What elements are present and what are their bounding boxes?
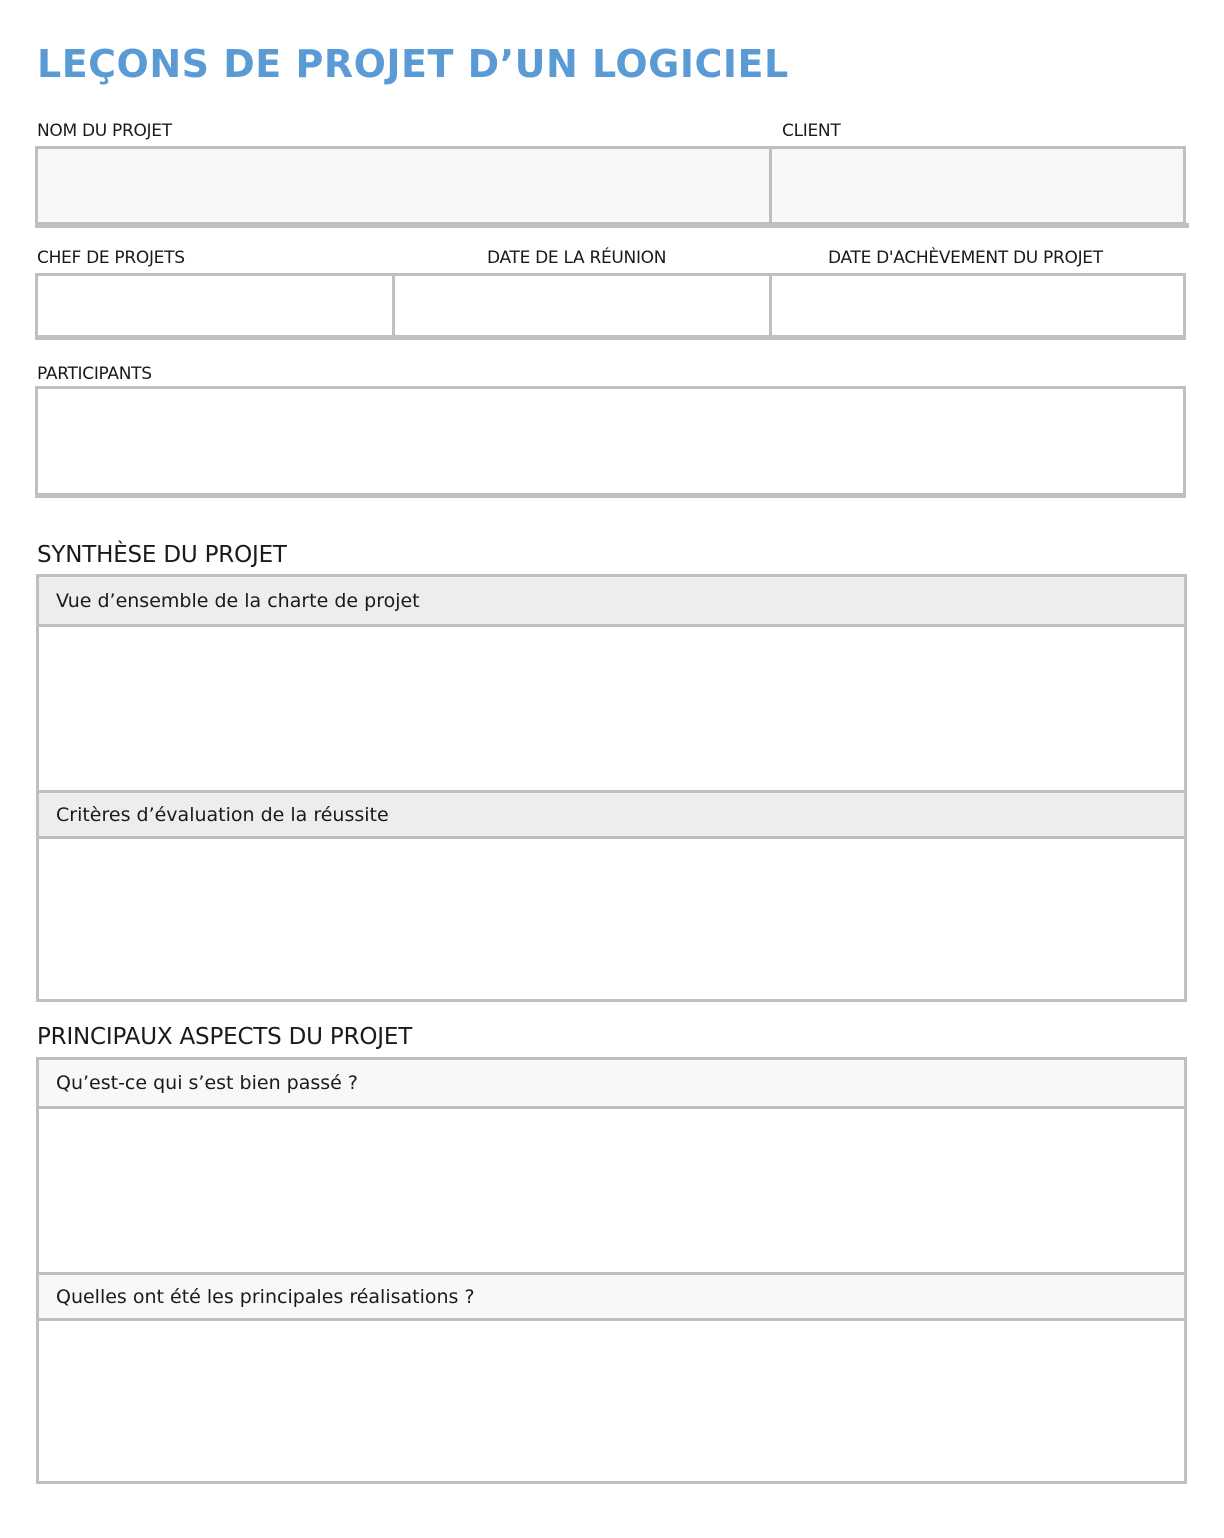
client-label: CLIENT: [782, 121, 841, 141]
key-aspects-panel: [36, 1057, 1187, 1484]
achievements-heading-text: Quelles ont été les principales réalisations ?: [56, 1285, 475, 1308]
charter-overview-field[interactable]: [39, 627, 1184, 790]
charter-overview-heading: [39, 577, 1184, 627]
project-manager-field[interactable]: [35, 273, 396, 340]
project-manager-label: CHEF DE PROJETS: [37, 248, 185, 268]
achievements-heading: [39, 1272, 1184, 1321]
went-well-field[interactable]: [39, 1109, 1184, 1272]
page-title: LEÇONS DE PROJET D’UN LOGICIEL: [37, 42, 789, 86]
went-well-heading: [39, 1060, 1184, 1109]
meeting-date-label: DATE DE LA RÉUNION: [487, 248, 667, 268]
project-name-label: NOM DU PROJET: [37, 121, 172, 141]
project-name-field[interactable]: [35, 146, 773, 227]
went-well-heading-text: Qu’est-ce qui s’est bien passé ?: [56, 1072, 358, 1094]
meeting-date-field[interactable]: [392, 273, 773, 340]
row1-divider: [35, 223, 1189, 228]
client-field[interactable]: [769, 146, 1186, 225]
participants-label: PARTICIPANTS: [37, 364, 152, 384]
charter-overview-heading-text: Vue d’ensemble de la charte de projet: [56, 589, 420, 612]
success-criteria-heading: [39, 790, 1184, 839]
participants-field[interactable]: [35, 386, 1186, 498]
completion-date-field[interactable]: [769, 273, 1186, 340]
project-summary-panel: [36, 574, 1187, 1002]
completion-date-label: DATE D'ACHÈVEMENT DU PROJET: [828, 248, 1103, 268]
section-title-project-summary: SYNTHÈSE DU PROJET: [37, 542, 287, 568]
section-title-key-aspects: PRINCIPAUX ASPECTS DU PROJET: [37, 1024, 413, 1050]
achievements-field[interactable]: [39, 1321, 1184, 1481]
success-criteria-heading-text: Critères d’évaluation de la réussite: [56, 803, 389, 826]
success-criteria-field[interactable]: [39, 839, 1184, 999]
